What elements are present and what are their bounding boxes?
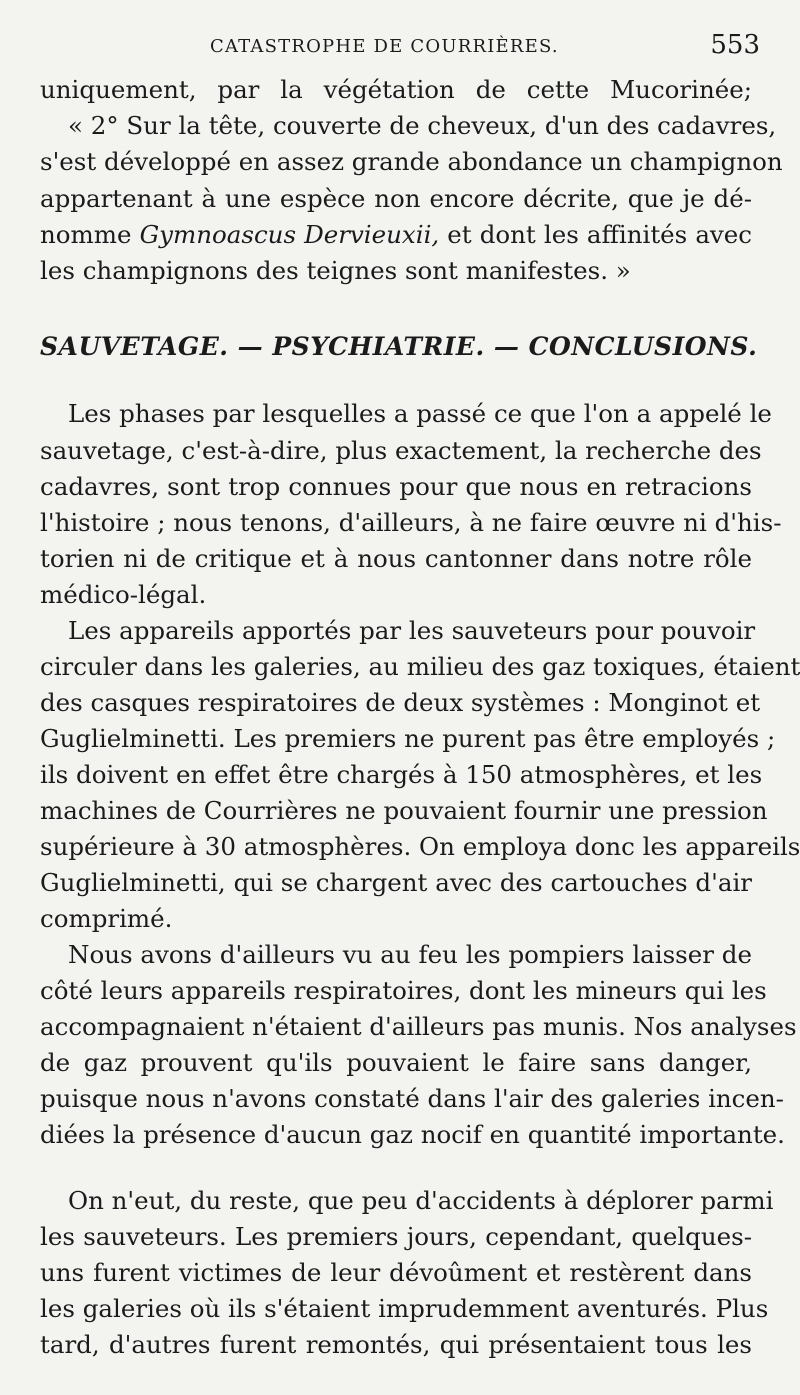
- paragraph-line: Guglielminetti, qui se chargent avec des cartouches d'air: [40, 868, 752, 897]
- text-line: s'est développé en assez grande abondance un champignon: [40, 147, 783, 176]
- paragraph-line: accompagnaient n'étaient d'ailleurs pas munis. Nos analyses: [40, 1012, 797, 1041]
- running-title: CATASTROPHE DE COURRIÈRES.: [210, 36, 559, 57]
- paragraph-line: diées la présence d'aucun gaz nocif en quantité importante.: [40, 1120, 785, 1149]
- paragraph-line: de gaz prouvent qu'ils pouvaient le faire sans danger,: [40, 1048, 752, 1077]
- page-number: 553: [710, 30, 760, 60]
- text-fragment: nomme: [40, 220, 140, 249]
- paragraph-line: médico-légal.: [40, 580, 207, 609]
- paragraph-line: les sauveteurs. Les premiers jours, cependant, quelques-: [40, 1222, 752, 1251]
- paragraph-line: ils doivent en effet être chargés à 150 atmosphères, et les: [40, 760, 763, 789]
- paragraph-line: côté leurs appareils respiratoires, dont les mineurs qui les: [40, 976, 767, 1005]
- text-line: appartenant à une espèce non encore décrite, que je dé-: [40, 184, 752, 213]
- text-line-with-species: [40, 217, 752, 253]
- paragraph-line: Les phases par lesquelles a passé ce que l'on a appelé le: [68, 399, 772, 428]
- paragraph-line: puisque nous n'avons constaté dans l'air des galeries incen-: [40, 1084, 784, 1113]
- text-fragment: et dont les affinités avec: [439, 220, 752, 249]
- paragraph-line: uns furent victimes de leur dévoûment et restèrent dans: [40, 1258, 752, 1287]
- paragraph-line: Guglielminetti. Les premiers ne purent pas être employés ;: [40, 724, 776, 753]
- paragraph-line: sauvetage, c'est-à-dire, plus exactement, la recherche des: [40, 436, 762, 465]
- paragraph-line: Les appareils apportés par les sauveteurs pour pouvoir: [68, 616, 756, 645]
- text-line: uniquement, par la végétation de cette Mucorinée;: [40, 75, 752, 104]
- paragraph-line: torien ni de critique et à nous cantonner dans notre rôle: [40, 544, 752, 573]
- paragraph-line: les galeries où ils s'étaient imprudemment aventurés. Plus: [40, 1294, 769, 1323]
- paragraph-line: On n'eut, du reste, que peu d'accidents à déplorer parmi: [68, 1186, 774, 1215]
- paragraph-line: tard, d'autres furent remontés, qui présentaient tous les: [40, 1330, 752, 1359]
- paragraph-line: circuler dans les galeries, au milieu des gaz toxiques, étaient: [40, 652, 800, 681]
- running-head: [40, 30, 760, 70]
- paragraph-line: comprimé.: [40, 904, 173, 933]
- paragraph-line: l'histoire ; nous tenons, d'ailleurs, à ne faire œuvre ni d'his-: [40, 508, 782, 537]
- paragraph-line: des casques respiratoires de deux systèmes : Monginot et: [40, 688, 761, 717]
- section-heading: SAUVETAGE. — PSYCHIATRIE. — CONCLUSIONS.: [40, 332, 758, 361]
- paragraph-line: machines de Courrières ne pouvaient fournir une pression: [40, 796, 768, 825]
- text-line: « 2° Sur la tête, couverte de cheveux, d'un des cadavres,: [68, 111, 777, 140]
- paragraph-line: Nous avons d'ailleurs vu au feu les pompiers laisser de: [68, 940, 752, 969]
- paragraph-line: supérieure à 30 atmosphères. On employa donc les appareils: [40, 832, 800, 861]
- species-name: Gymnoascus Dervieuxii,: [139, 220, 440, 249]
- paragraph-line: cadavres, sont trop connues pour que nous en retracions: [40, 472, 752, 501]
- text-line: les champignons des teignes sont manifestes. »: [40, 256, 631, 285]
